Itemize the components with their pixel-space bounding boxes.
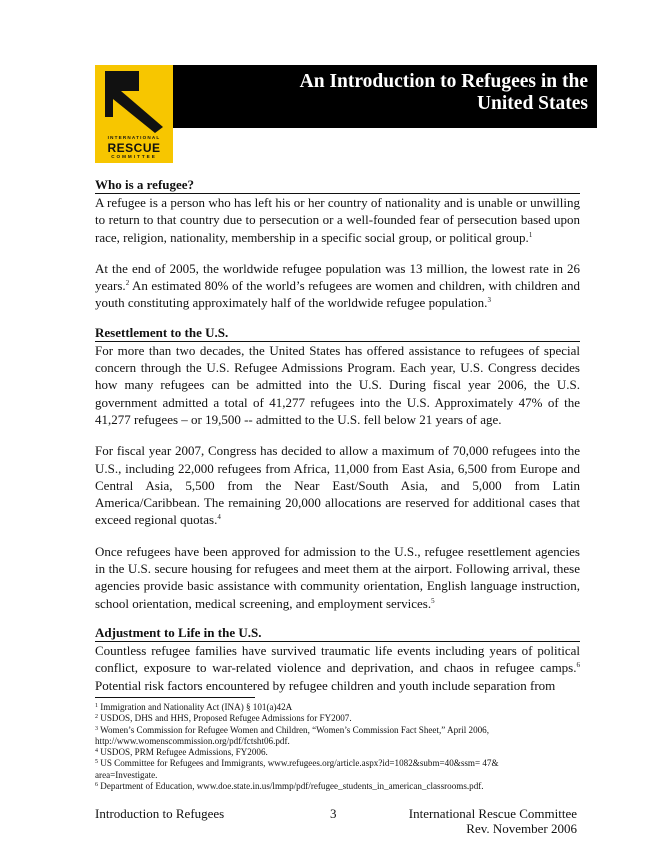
paragraph-admissions: For more than two decades, the United States has offered assistance to refugees of special concern through the U.S. Refugee Admissions Program. Each year, U.S. Congress decides how many refugees can be admitted into the U.S. During fiscal year 2006, the U.S. government admitted a total of 41,277 refugees into the U.S. Approximately 47% of the 41,277 refugees – or 19,500 -- admitted to the U.S. fell below 21 years of age.: [95, 342, 580, 427]
logo-text-main: RESCUE: [107, 141, 161, 155]
main-content: [95, 176, 580, 694]
paragraph-adjustment: Countless refugee families have survived traumatic life events including years of political conflict, exposure to war-related violence and deprivation, and chaos in refugee camps.$^6$ Potential risk factors encountered by refugee children and youth include separation from: [95, 642, 580, 693]
section-heading-who: Who is a refugee?: [95, 176, 580, 194]
paragraph-agencies: Once refugees have been approved for admission to the U.S., refugee resettlement agencies in the U.S. secure housing for refugees and meet them at the airport. Following arrival, these agencies provide basic assistance with community orientation, English language instruction, school orientation, medical screening, and employment services.$^5$: [95, 543, 580, 611]
section-heading-adjustment: Adjustment to Life in the U.S.: [95, 624, 580, 642]
footnote-line-cont: area=Investigate.: [95, 769, 158, 780]
footer-organization: [409, 806, 577, 836]
footer-page-number: 3: [330, 806, 337, 821]
logo-text-bottom: COMMITTEE: [111, 154, 157, 159]
logo-text-top: INTERNATIONAL: [107, 135, 161, 140]
footnote-line: $^4$ USDOS, PRM Refugee Admissions, FY2006.: [95, 747, 268, 758]
paragraph-population: At the end of 2005, the worldwide refugee population was 13 million, the lowest rate in 26 years.$^2$ An estimated 80% of the world’s refugees are women and children, with children and youth constituting approximately half of the worldwide refugee population.$^3$: [95, 260, 580, 311]
footnotes: [95, 702, 580, 792]
footnote-line: $^1$ Immigration and Nationality Act (INA) § 101(a)42A: [95, 702, 293, 712]
footer-document-title: Introduction to Refugees: [95, 806, 225, 821]
footnote-line: $^2$ USDOS, DHS and HHS, Proposed Refugee Admissions for FY2007.: [95, 713, 352, 724]
footnote-line-cont: http://www.womenscommission.org/pdf/fctsht06.pdf.: [95, 735, 290, 746]
footer-org-name: International Rescue Committee: [408, 806, 577, 821]
paragraph-definition: A refugee is a person who has left his or her country of nationality and is unable or unwilling to return to that country due to persecution or a well-founded fear of persecution based upon race, religion, nationality, membership in a specific social group, or political group.$^1$: [95, 195, 580, 245]
footer-revision: Rev. November 2006: [466, 821, 577, 836]
footnote-line: $^6$ Department of Education, www.doe.state.in.us/lmmp/pdf/refugee_students_in_american_classrooms.pdf.: [95, 781, 484, 792]
title-line-1: An Introduction to Refugees in the: [299, 71, 588, 92]
title-banner: [173, 65, 597, 128]
footnote-divider: [95, 697, 255, 698]
footnote-line: $^5$ US Committee for Refugees and Immigrants, www.refugees.org/article.aspx?id=1082&subm=40&ssm= 47&: [95, 758, 499, 769]
paragraph-fy2007: For fiscal year 2007, Congress has decided to allow a maximum of 70,000 refugees into the U.S., including 22,000 refugees from Africa, 11,000 from East Asia, 6,500 from Europe and Central Asia, 5,500 from the Near East/South Asia, and 5,000 from Latin America/Caribbean. The remaining 20,000 allocations are reserved for additional cases that exceed regional quotas.$^4$: [95, 443, 580, 528]
irc-logo: [95, 65, 173, 163]
section-heading-resettlement: Resettlement to the U.S.: [95, 324, 580, 342]
title-line-2: United States: [476, 93, 588, 114]
footnote-line: $^3$ Women’s Commission for Refugee Women and Children, “Women’s Commission Fact Sheet,” April 2006,: [95, 724, 489, 735]
